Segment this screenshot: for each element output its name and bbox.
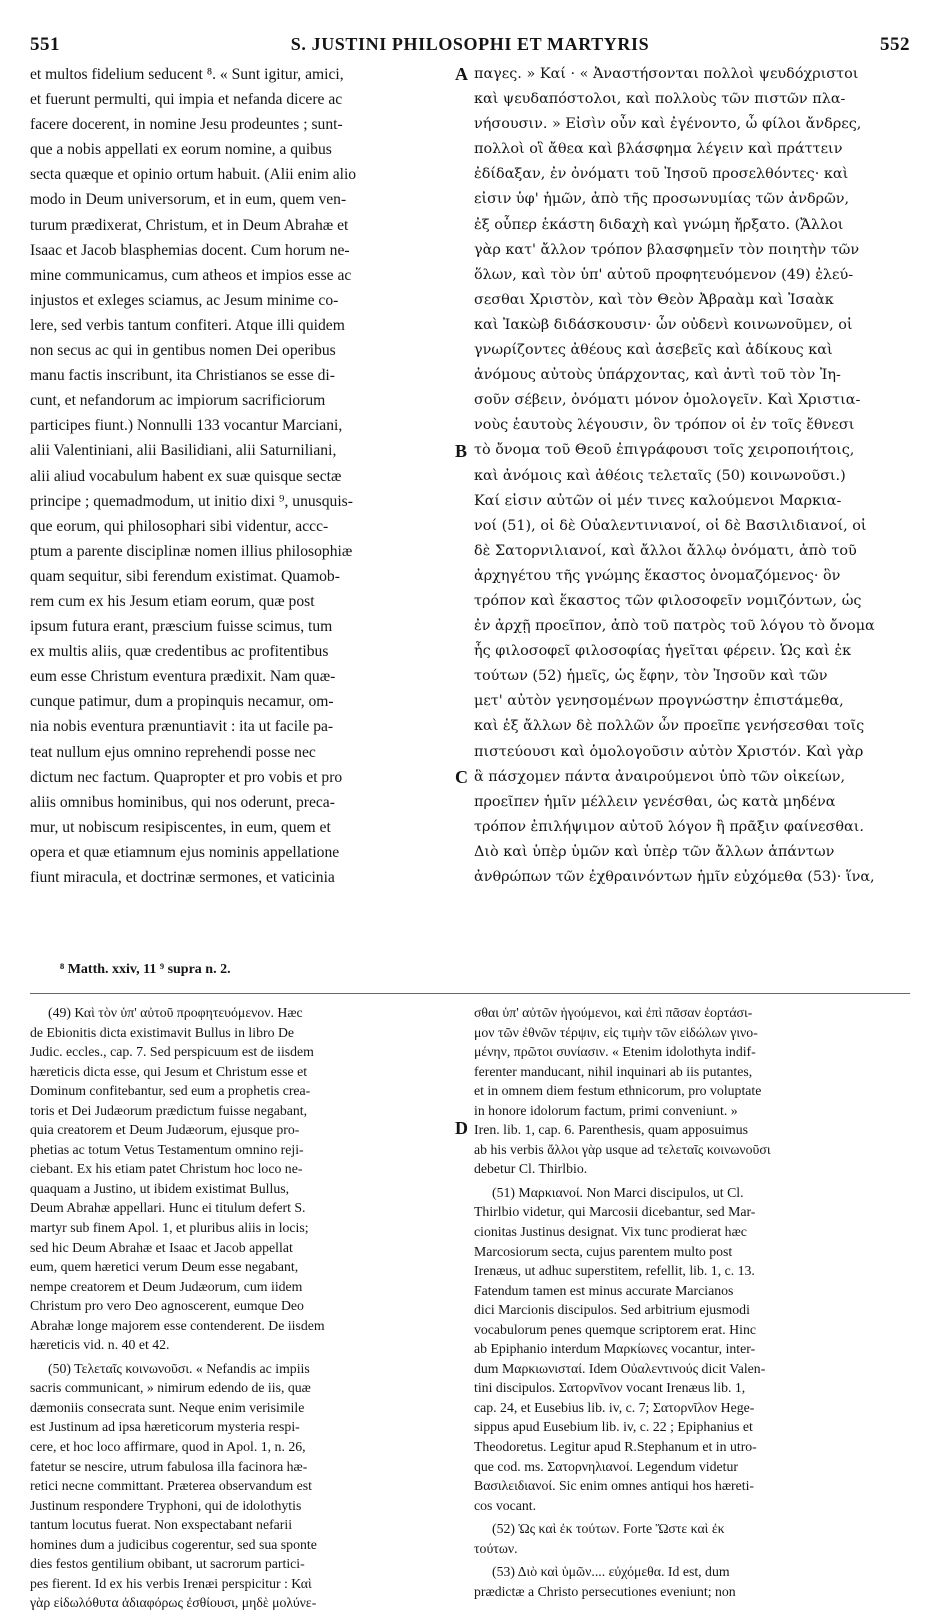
greek-text-line: εἰσιν ὑφ' ἡμῶν, ἀπὸ τῆς προσωνυμίας τῶν ἀνδρῶν, bbox=[474, 191, 850, 208]
greek-text-line: ὅλων, καὶ τὸν ὑπ' αὐτοῦ προφητευόμενον (49) ἐλεύ- bbox=[474, 266, 854, 283]
latin-text-line: ipsum futura erant, præscium fuisse scimus, tum bbox=[30, 618, 333, 636]
note-line: Fatendum tamen est minus accurate Marcianos bbox=[474, 1282, 734, 1298]
latin-text-line: ptum a parente disciplinæ nomen illius philosophiæ bbox=[30, 542, 353, 560]
greek-text-line: σεσθαι Χριστὸν, καὶ τὸν Θεὸν Ἀβραὰμ καὶ Ἰσαὰκ bbox=[474, 291, 834, 308]
greek-text-line: ἧς φιλοσοφεῖ φιλοσοφίας ἡγεῖται φέρειν. Ὡς καὶ ἐκ bbox=[474, 643, 852, 660]
greek-text-line: ἃ πάσχομεν πάντα ἀναιρούμενοι ὑπὸ τῶν οἰκείων, bbox=[474, 768, 846, 785]
greek-text-line: γνωρίζοντες ἀθέους καὶ ἀσεβεῖς καὶ ἀδίκους καὶ bbox=[474, 342, 833, 359]
latin-text-line: fiunt miracula, et doctrinæ sermones, et vaticinia bbox=[30, 869, 335, 886]
greek-text-line: μετ' αὐτὸν γενησομένων προγνώστην ἐπιστάμεθα, bbox=[474, 693, 844, 710]
note-line: Marcosiorum secta, cujus parentem multo post bbox=[474, 1243, 733, 1259]
page-number-left: 551 bbox=[30, 34, 60, 55]
latin-text-line: turum prædixerat, Christum, et in Deum Abrahæ et bbox=[30, 216, 349, 234]
notes-divider bbox=[30, 993, 910, 994]
margin-letter-d: D bbox=[455, 1118, 468, 1138]
latin-text-line: mur, ut nobiscum resipiscentes, in eum, quem et bbox=[30, 818, 331, 836]
note-line: debetur Cl. Thirlbio. bbox=[474, 1161, 588, 1177]
latin-text-line: alii Valentiniani, alii Basilidiani, alii Saturniliani, bbox=[30, 442, 337, 460]
note-line: sed hic Deum Abrahæ et Isaac et Jacob appellat bbox=[30, 1239, 293, 1255]
note-line: sacris communicant, » nimirum edendo de iis, quæ bbox=[30, 1380, 311, 1396]
note-line: cionitas Justinus designat. Vix tunc prodierat hæc bbox=[474, 1224, 747, 1240]
latin-text-line: et fuerunt permulti, qui impia et nefanda dicere ac bbox=[30, 91, 343, 109]
note-line: Justinum respondere Tryphoni, qui de idolothytis bbox=[30, 1497, 302, 1513]
latin-text-line: Isaac et Jacob blasphemias docent. Cum horum ne- bbox=[30, 241, 350, 259]
greek-text-line: τούτων (52) ἡμεῖς, ὡς ἔφην, τὸν Ἰησοῦν καὶ τῶν bbox=[474, 668, 828, 685]
note-line: retici necne committant. Præterea observandum est bbox=[30, 1478, 312, 1494]
note-line: sippus apud Eusebium lib. iv, c. 22 ; Epiphanius et bbox=[474, 1419, 753, 1435]
latin-text-line: secta quæque et opinio ortum habuit. (Alii enim alio bbox=[30, 166, 357, 184]
greek-text-line: τὸ ὄνομα τοῦ Θεοῦ ἐπιγράφουσι τοῖς χειροποιήτοις, bbox=[474, 442, 855, 459]
latin-text-line: opera et quæ etiamnum ejus nominis appellatione bbox=[30, 843, 340, 861]
greek-text-line: Διὸ καὶ ὑπὲρ ὑμῶν καὶ ὑπὲρ τῶν ἄλλων ἁπάντων bbox=[474, 843, 835, 860]
greek-text-line: σοῦν σέβειν, ὀνόματι μόνον ὁμολογεῖν. Καὶ Χριστια- bbox=[474, 392, 861, 409]
note-line: Abrahæ longe majorem esse contenderent. De iisdem bbox=[30, 1317, 325, 1333]
greek-text-line: ἀνόμους αὐτοὺς ὑπάρχοντας, καὶ ἀντὶ τοῦ τὸν Ἰη- bbox=[474, 367, 841, 384]
note-line: (53) Διὸ καὶ ὑμῶν.... εὐχόμεθα. Id est, dum bbox=[492, 1564, 730, 1580]
note-line: γὰρ εἰδωλόθυτα ἀδιαφόρως ἐσθίουσι, μηδὲ μολύνε- bbox=[30, 1595, 317, 1611]
notes-left-column bbox=[30, 1003, 448, 1613]
latin-text-line: teat nullum ejus omnino reprehendi posse nec bbox=[30, 743, 316, 761]
latin-text-line: dictum nec factum. Quapropter et pro vobis et pro bbox=[30, 768, 343, 786]
page-number-right: 552 bbox=[880, 34, 910, 55]
notes-right-column bbox=[474, 1003, 910, 1601]
greek-text-line: ἀρχηγέτου τῆς γνώμης ἕκαστος ὀνομαζόμενος· ὃν bbox=[474, 567, 841, 584]
greek-text-line: νοί (51), οἱ δὲ Οὐαλεντινιανοί, οἱ δὲ Βασιλιδιανοί, οἱ bbox=[474, 517, 867, 534]
latin-text-line: rem cum ex his Jesum etiam eorum, quæ post bbox=[30, 592, 315, 610]
note-line: que cod. ms. Σατορνηλιανοί. Legendum videtur bbox=[474, 1458, 738, 1474]
latin-text-line: non secus ac qui in gentibus nomen Dei operibus bbox=[30, 342, 336, 360]
note-line: pes fierent. Id ex his verbis Irenæi perspicitur : Καὶ bbox=[30, 1575, 312, 1591]
note-line: Βασιλειδιανοί. Sic enim omnes antiqui hos hæreti- bbox=[474, 1478, 755, 1494]
note-line: cos vocant. bbox=[474, 1497, 537, 1513]
note-line: quia creatorem et Deum Judæorum, ejusque pro- bbox=[30, 1122, 300, 1138]
note-line: dæmoniis consecrata sunt. Neque enim verisimile bbox=[30, 1399, 305, 1415]
note-line: quaquam a Justino, ut ibidem existimat Bullus, bbox=[30, 1180, 290, 1196]
note-line: Judic. eccles., cap. 7. Sed perspicuum est de iisdem bbox=[30, 1044, 314, 1060]
greek-text-line: ἀνθρώπων τῶν ἐχθραινόντων ἡμῖν εὐχόμεθα (53)· ἵνα, bbox=[474, 869, 875, 885]
margin-letter-c: C bbox=[455, 767, 468, 787]
note-line: ab his verbis ἄλλοι γὰρ usque ad τελεταῖς κοινωνοῦσι bbox=[474, 1141, 771, 1157]
greek-text-line: ἐξ οὗπερ ἑκάστη διδαχὴ καὶ γνώμη ἤρξατο. (Ἄλλοι bbox=[474, 216, 844, 233]
latin-text-line: ex multis aliis, quæ credentibus ac profitentibus bbox=[30, 643, 329, 661]
latin-text-line: que eorum, qui philosophari sibi videntur, accc- bbox=[30, 517, 329, 535]
note-line: in honore idolorum factum, primi conveniunt. » bbox=[474, 1102, 738, 1118]
greek-text-line: καὶ Ἰακὼβ διδάσκουσιν· ὧν οὐδενὶ κοινωνοῦμεν, οἱ bbox=[474, 316, 853, 333]
greek-text-line: ἐδίδαξαν, ἐν ὀνόματι τοῦ Ἰησοῦ προσελθόντες· καὶ bbox=[474, 166, 849, 183]
note-line: cap. 24, et Eusebius lib. iv, c. 7; Σατορνῖλον Hege- bbox=[474, 1399, 755, 1415]
note-line: μένην, πρῶτοι συνίασιν. « Etenim idolothyta indif- bbox=[474, 1044, 756, 1060]
latin-text-line: lere, sed verbis tantum confiteri. Atque illi quidem bbox=[30, 316, 345, 334]
note-line: (51) Μαρκιανοί. Non Marci discipulos, ut Cl. bbox=[492, 1184, 744, 1200]
note-line: dici Marcionis discipulos. Sed arbitrium ejusmodi bbox=[474, 1302, 750, 1318]
margin-letter-b: B bbox=[455, 441, 468, 461]
greek-text-line: νοὺς ἑαυτοὺς λέγουσιν, ὃν τρόπον οἱ ἐν τοῖς ἔθνεσι bbox=[474, 417, 855, 434]
note-line: hæreticis vid. n. 40 et 42. bbox=[30, 1337, 170, 1353]
note-line: dum Μαρκιωνισταί. Idem Οὐαλεντινούς dicit Valen- bbox=[474, 1360, 766, 1376]
greek-text-line: προεῖπεν ἡμῖν μέλλειν γενέσθαι, ὡς κατὰ μηδένα bbox=[474, 793, 836, 810]
note-line: (52) Ὡς καὶ ἐκ τούτων. Forte Ὥστε καὶ ἐκ bbox=[492, 1521, 725, 1537]
note-line: Irenæus, ut adhuc superstitem, refellit, lib. 1, c. 13. bbox=[474, 1263, 755, 1279]
latin-text-line: participes fiunt.) Nonnulli 133 vocantur Marciani, bbox=[30, 417, 343, 435]
note-line: tini discipulos. Σατορνῖνον vocant Irenæus lib. 1, bbox=[474, 1380, 746, 1396]
greek-text-line: ἐν ἀρχῇ προεῖπον, ἀπὸ τοῦ πατρὸς τοῦ λόγου τὸ ὄνομα bbox=[474, 618, 875, 635]
greek-text-line: πολλοὶ οἳ ἄθεα καὶ βλάσφημα λέγειν καὶ πράττειν bbox=[474, 141, 843, 158]
note-line: toris et Dei Judæorum prædictum fuisse negabant, bbox=[30, 1102, 308, 1118]
greek-text-line: δὲ Σατορνιλιανοί, καὶ ἄλλοι ἄλλῳ ὀνόματι, ἀπὸ τοῦ bbox=[474, 542, 857, 559]
note-line: Theodoretus. Legitur apud R.Stephanum et in utro- bbox=[474, 1439, 757, 1455]
note-line: prædictæ a Christo persecutiones eveniunt; non bbox=[474, 1583, 736, 1599]
latin-text-line: quam sequitur, sibi ferendum existimat. Quamob- bbox=[30, 567, 340, 585]
note-line: dies festos gentilium obibant, ut sacrorum partici- bbox=[30, 1556, 305, 1572]
note-line: est Justinum ad ipsa hæreticorum mysteria respi- bbox=[30, 1419, 300, 1435]
note-line: tantum locutus fuerat. Non exspectabant nefarii bbox=[30, 1517, 293, 1533]
scripture-footnotes: ⁸ Matth. xxiv, 11 ⁹ supra n. 2. bbox=[60, 962, 231, 977]
latin-text-line: et multos fidelium seducent ⁸. « Sunt igitur, amici, bbox=[30, 66, 344, 83]
greek-text-line: πιστεύουσι καὶ ὁμολογοῦσιν αὐτὸν Χριστόν. Καὶ γὰρ bbox=[474, 743, 864, 760]
note-line: vocabulorum penes quemque scriptorem erat. Hinc bbox=[474, 1321, 756, 1337]
latin-text-line: que a nobis appellati ex eorum nomine, a quibus bbox=[30, 141, 332, 159]
note-line: ciebant. Ex his etiam patet Christum hoc loco ne- bbox=[30, 1161, 303, 1177]
greek-text-line: γὰρ κατ' ἄλλον τρόπον βλασφημεῖν τὸν ποιητὴν τῶν bbox=[474, 241, 860, 258]
latin-text-line: eum esse Christum eventura prædixit. Nam quæ- bbox=[30, 668, 336, 686]
latin-text-line: alii aliud vocabulum habent ex suæ quisque sectæ bbox=[30, 467, 342, 485]
running-title: S. JUSTINI PHILOSOPHI ET MARTYRIS bbox=[290, 34, 650, 54]
latin-text-line: manu factis inscribunt, ita Christianos se esse di- bbox=[30, 367, 335, 385]
greek-text-line: τρόπον καὶ ἕκαστος τῶν φιλοσοφεῖν νομιζόντων, ὡς bbox=[474, 592, 862, 609]
note-line: Deum Abrahæ appellari. Hunc ei titulum defert S. bbox=[30, 1200, 306, 1216]
latin-text-line: aliis omnibus hominibus, qui nos oderunt, preca- bbox=[30, 793, 335, 811]
greek-text-line: τρόπον ἐπιλήψιμον αὐτοῦ λόγον ἢ πρᾶξιν φαίνεσθαι. bbox=[474, 818, 864, 835]
latin-text-line: injustos et exleges sciamus, ac Jesum minime co- bbox=[30, 291, 339, 309]
note-line: (49) Καὶ τὸν ὑπ' αὐτοῦ προφητευόμενον. Hæc bbox=[48, 1005, 303, 1020]
latin-text-line: mine communicamus, cum atheos et impios esse ac bbox=[30, 266, 352, 284]
greek-text-line: Καί εἰσιν αὐτῶν οἱ μέν τινες καλούμενοι Μαρκια- bbox=[474, 492, 842, 509]
latin-text-column bbox=[30, 62, 448, 890]
greek-text-line: νήσουσιν. » Εἰσὶν οὖν καὶ ἐγένοντο, ὦ φίλοι ἄνδρες, bbox=[474, 116, 862, 133]
latin-text-line: modo in Deum universorum, et in eum, quem ven- bbox=[30, 191, 347, 209]
note-line: Iren. lib. 1, cap. 6. Parenthesis, quam apposuimus bbox=[474, 1122, 748, 1138]
note-line: nempe creatorem et Deum Judæorum, cum iidem bbox=[30, 1278, 303, 1294]
greek-text-line: καὶ ψευδαπόστολοι, καὶ πολλοὺς τῶν πιστῶν πλα- bbox=[474, 91, 846, 108]
page-header bbox=[30, 34, 910, 60]
note-line: (50) Τελεταῖς κοινωνοῦσι. « Nefandis ac impiis bbox=[48, 1360, 310, 1376]
note-line: hæreticis dicta esse, qui Jesum et Christum esse et bbox=[30, 1063, 308, 1079]
latin-text-line: facere docerent, in nomine Jesu prodeuntes ; sunt- bbox=[30, 116, 343, 134]
note-line: et in omnem diem festum ethnicorum, pro voluptate bbox=[474, 1083, 762, 1099]
note-line: cere, et hoc loco affirmare, quod in Apol. 1, n. 26, bbox=[30, 1439, 306, 1455]
note-line: τούτων. bbox=[474, 1540, 518, 1556]
margin-letter-a: A bbox=[455, 64, 468, 84]
note-line: σθαι ὑπ' αὐτῶν ἡγούμενοι, καὶ ἐπὶ πᾶσαν ἑορτάσι- bbox=[474, 1005, 753, 1020]
note-line: phetias ac totum Vetus Testamentum omnino reji- bbox=[30, 1141, 304, 1157]
greek-text-column bbox=[474, 62, 910, 890]
note-line: μον τῶν ἐθνῶν τέρψιν, εἰς τιμὴν τῶν εἰδώλων γινο- bbox=[474, 1024, 758, 1040]
note-line: Thirlbio videtur, qui Marcosii dicebantur, sed Mar- bbox=[474, 1204, 756, 1220]
greek-text-line: καὶ ἐξ ἄλλων δὲ πολλῶν ὧν προεῖπε γενήσεσθαι τοῖς bbox=[474, 718, 865, 735]
latin-text-line: principe ; quemadmodum, ut initio dixi ⁹, unusquis- bbox=[30, 492, 353, 510]
note-line: homines dum a judicibus cogerentur, sed sua sponte bbox=[30, 1536, 317, 1552]
greek-text-line: παγες. » Καί · « Ἀναστήσονται πολλοὶ ψευδόχριστοι bbox=[474, 66, 859, 82]
note-line: ab Epiphanio interdum Μαρκίωνες vocantur, inter- bbox=[474, 1341, 756, 1357]
note-line: Dominum confitebantur, sed eum a prophetis crea- bbox=[30, 1083, 311, 1099]
greek-text-line: καὶ ἀνόμοις καὶ ἀθέοις τελεταῖς (50) κοινωνοῦσι.) bbox=[474, 467, 846, 484]
note-line: martyr sub finem Apol. 1, et pluribus aliis in locis; bbox=[30, 1220, 309, 1236]
note-line: eum, quem hæretici verum Deum esse negabant, bbox=[30, 1259, 299, 1275]
latin-text-line: cunque patimur, dum a propinquis necamur, om- bbox=[30, 693, 334, 711]
note-line: fatetur se nescire, utrum fabulosa illa facinora hæ- bbox=[30, 1458, 308, 1474]
latin-text-line: cunt, et nefandorum ac impiorum sacrificiorum bbox=[30, 392, 326, 410]
note-line: de Ebionitis dicta existimavit Bullus in libro De bbox=[30, 1024, 295, 1040]
note-line: Christum pro vero Deo agnoscerent, eumque Deo bbox=[30, 1298, 304, 1314]
note-line: ferenter manducant, nihil inquinari ab iis putantes, bbox=[474, 1063, 753, 1079]
latin-text-line: nia nobis eventura prænuntiavit : ita ut facile pa- bbox=[30, 718, 334, 736]
